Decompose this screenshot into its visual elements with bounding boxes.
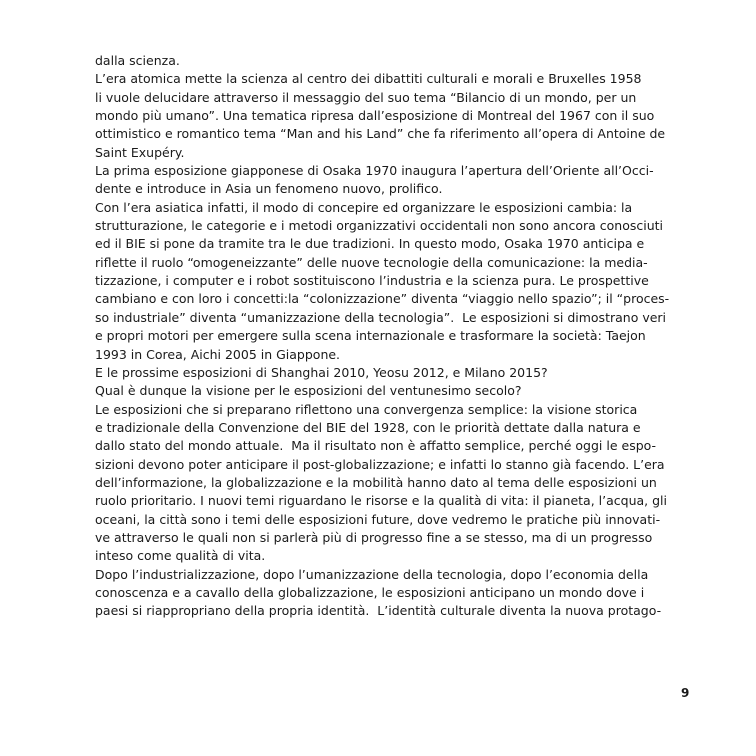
text-line: ruolo prioritario. I nuovi temi riguardano le risorse e la qualità di vita: il pianeta, l’acqua, gli [95, 493, 667, 509]
text-line: Saint Exupéry. [95, 144, 185, 160]
text-line: so industriale” diventa “umanizzazione della tecnologia”. Le esposizioni si dimostrano veri [95, 309, 667, 325]
text-line: e tradizionale della Convenzione del BIE del 1928, con le priorità dettate dalla natura e [95, 419, 641, 435]
text-line: paesi si riappropriano della propria identità. L’identità culturale diventa la nuova protago- [95, 603, 662, 619]
text-line: L’era atomica mette la scienza al centro dei dibattiti culturali e morali e Bruxelles 1958 [95, 71, 642, 87]
text-line: conoscenza e a cavallo della globalizzazione, le esposizioni anticipano un mondo dove i [95, 584, 645, 600]
text-line: cambiano e con loro i concetti:la “colonizzazione” diventa “viaggio nello spazio”; il “proces- [95, 291, 670, 307]
text-line: Le esposizioni che si preparano riflettono una convergenza semplice: la visione storica [95, 401, 638, 417]
text-line: oceani, la città sono i temi delle esposizioni future, dove vedremo le pratiche più innovati- [95, 511, 661, 527]
body-text [95, 52, 705, 621]
text-line: ottimistico e romantico tema “Man and his Land” che fa riferimento all’opera di Antoine de [95, 126, 666, 142]
text-line: Qual è dunque la visione per le esposizioni del ventunesimo secolo? [95, 383, 522, 399]
page-number: 9 [681, 686, 690, 700]
text-line: li vuole delucidare attraverso il messaggio del suo tema “Bilancio di un mondo, per un [95, 89, 637, 105]
text-line: dell’informazione, la globalizzazione e la mobilità hanno dato al tema delle esposizioni un [95, 474, 657, 490]
text-line: Con l’era asiatica infatti, il modo di concepire ed organizzare le esposizioni cambia: la [95, 199, 633, 215]
text-line: ed il BIE si pone da tramite tra le due tradizioni. In questo modo, Osaka 1970 anticipa e [95, 236, 645, 252]
text-line: Dopo l’industrializzazione, dopo l’umanizzazione della tecnologia, dopo l’economia della [95, 566, 649, 582]
text-line: riflette il ruolo “omogeneizzante” delle nuove tecnologie della comunicazione: la media- [95, 254, 648, 270]
text-line: E le prossime esposizioni di Shanghai 2010, Yeosu 2012, e Milano 2015? [95, 364, 548, 380]
text-line: inteso come qualità di vita. [95, 548, 266, 564]
text-line: dente e introduce in Asia un fenomeno nuovo, prolifico. [95, 181, 443, 197]
text-line: sizioni devono poter anticipare il post-globalizzazione; e infatti lo stanno già facendo. L’era [95, 456, 665, 472]
text-line: mondo più umano”. Una tematica ripresa dall’esposizione di Montreal del 1967 con il suo [95, 108, 655, 124]
text-line: ve attraverso le quali non si parlerà più di progresso fine a se stesso, ma di un progresso [95, 529, 653, 545]
text-line: La prima esposizione giapponese di Osaka 1970 inaugura l’apertura dell’Oriente all’Occi- [95, 163, 654, 179]
text-line: e propri motori per emergere sulla scena internazionale e trasformare la società: Taejon [95, 328, 646, 344]
text-line: 1993 in Corea, Aichi 2005 in Giappone. [95, 346, 341, 362]
text-line: tizzazione, i computer e i robot sostituiscono l’industria e la scienza pura. Le prospettive [95, 273, 649, 289]
text-line: strutturazione, le categorie e i metodi organizzativi occidentali non sono ancora conosciuti [95, 218, 664, 234]
text-line: dalla scienza. [95, 53, 180, 68]
text-line: dallo stato del mondo attuale. Ma il risultato non è affatto semplice, perché oggi le espo- [95, 438, 657, 454]
